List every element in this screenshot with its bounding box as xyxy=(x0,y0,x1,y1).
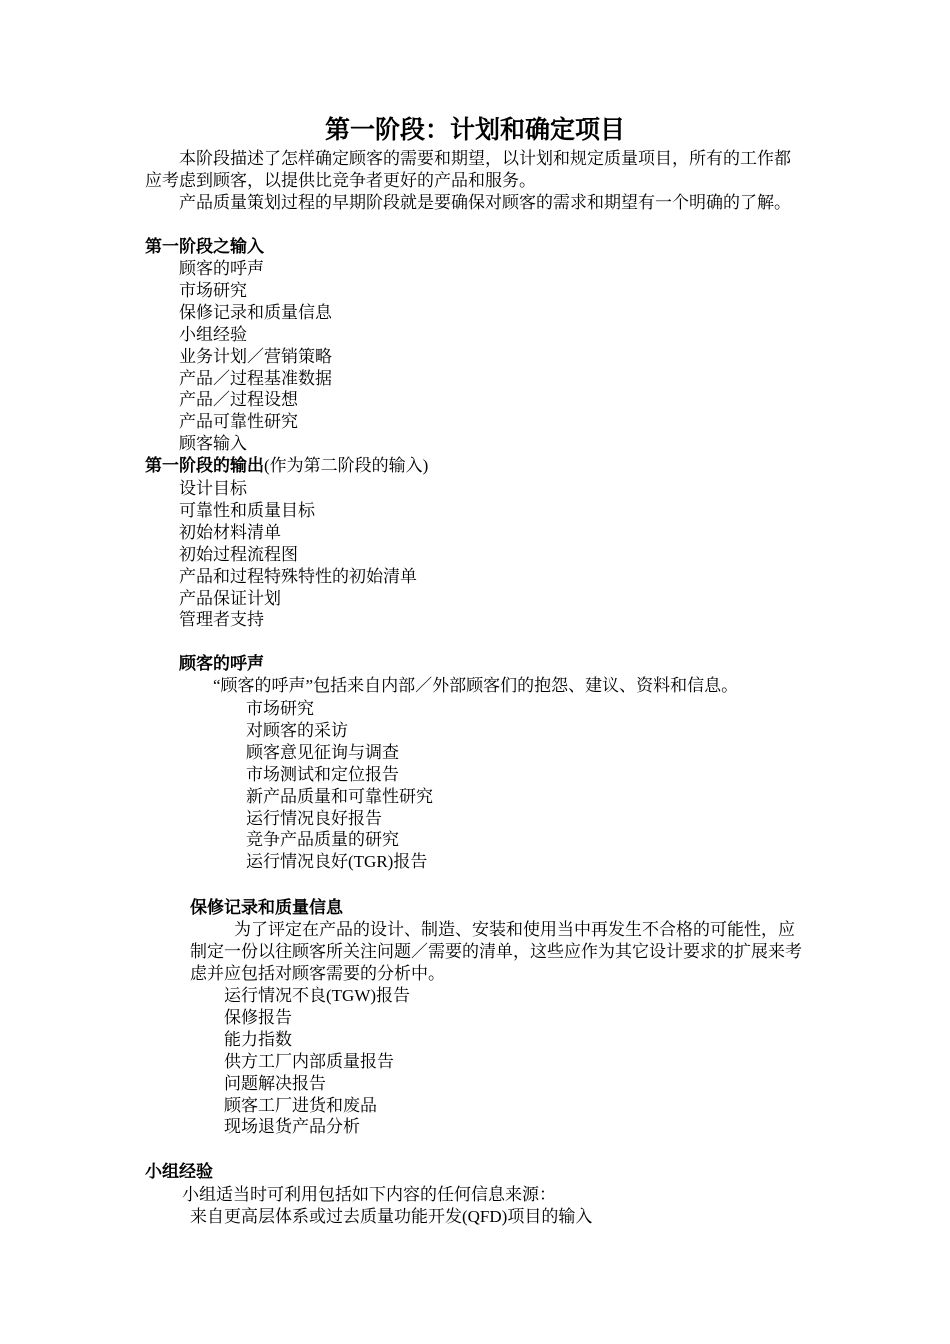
list-item: 保修报告 xyxy=(224,1007,292,1027)
list-item: 管理者支持 xyxy=(179,610,264,630)
list-item: 顾客的呼声 xyxy=(179,259,264,278)
list-item: 市场研究 xyxy=(179,280,247,300)
list-item: 小组经验 xyxy=(179,324,247,344)
inputs-list xyxy=(179,258,332,455)
warranty-description: 为了评定在产品的设计、制造、安装和使用当中再发生不合格的可能性，应制定一份以往顾客所关注问题／需要的清单，这些应作为其它设计要求的扩展来考虑并应包括对顾客需要的分析中。 xyxy=(190,920,802,983)
list-item: 运行情况良好(TGR)报告 xyxy=(246,852,428,872)
list-item: 保修记录和质量信息 xyxy=(179,302,332,322)
outputs-heading xyxy=(145,455,428,477)
list-item: 供方工厂内部质量报告 xyxy=(224,1051,394,1071)
list-item: 产品／过程基准数据 xyxy=(179,368,332,388)
list-item: 初始过程流程图 xyxy=(179,544,298,564)
list-item: 产品可靠性研究 xyxy=(179,412,298,432)
list-item: 运行情况良好报告 xyxy=(246,808,382,828)
list-item: 顾客工厂进货和废品 xyxy=(224,1095,377,1115)
list-item: 顾客意见征询与调查 xyxy=(246,742,399,762)
inputs-heading: 第一阶段之输入 xyxy=(145,237,264,256)
list-item: 可靠性和质量目标 xyxy=(179,500,315,520)
list-item: 市场研究 xyxy=(246,699,314,718)
warranty-heading: 保修记录和质量信息 xyxy=(190,898,343,917)
list-item: 产品／过程设想 xyxy=(179,390,298,410)
warranty-list xyxy=(224,985,410,1138)
list-item: 能力指数 xyxy=(224,1029,292,1049)
list-item: 产品保证计划 xyxy=(179,588,281,608)
list-item: 初始材料清单 xyxy=(179,522,281,542)
page-title: 第一阶段：计划和确定项目 xyxy=(324,117,625,144)
team-experience-list xyxy=(190,1206,592,1228)
outputs-list xyxy=(179,478,417,631)
list-item: 来自更高层体系或过去质量功能开发(QFD)项目的输入 xyxy=(190,1207,593,1226)
list-item: 产品和过程特殊特性的初始清单 xyxy=(179,566,417,586)
team-experience-description: 小组适当时可利用包括如下内容的任何信息来源： xyxy=(182,1185,556,1204)
list-item: 竞争产品质量的研究 xyxy=(246,830,399,850)
intro-paragraph-1: 本阶段描述了怎样确定顾客的需要和期望，以计划和规定质量项目，所有的工作都应考虑到顾客，以提供比竞争者更好的产品和服务。 xyxy=(145,149,791,190)
list-item: 设计目标 xyxy=(179,479,247,498)
list-item: 对顾客的采访 xyxy=(246,720,348,740)
outputs-heading-note: (作为第二阶段的输入) xyxy=(264,456,429,475)
voice-of-customer-description: “顾客的呼声”包括来自内部／外部顾客们的抱怨、建议、资料和信息。 xyxy=(213,676,739,695)
voice-of-customer-list xyxy=(246,698,433,873)
list-item: 新产品质量和可靠性研究 xyxy=(246,786,433,806)
list-item: 运行情况不良(TGW)报告 xyxy=(224,986,411,1005)
intro-paragraph-2: 产品质量策划过程的早期阶段就是要确保对顾客的需求和期望有一个明确的了解。 xyxy=(179,193,791,212)
list-item: 市场测试和定位报告 xyxy=(246,764,399,784)
outputs-heading-label: 第一阶段的输出 xyxy=(145,456,264,475)
list-item: 问题解决报告 xyxy=(224,1073,326,1093)
list-item: 现场退货产品分析 xyxy=(224,1117,360,1137)
list-item: 顾客输入 xyxy=(179,434,247,454)
voice-of-customer-heading: 顾客的呼声 xyxy=(179,654,264,673)
list-item: 业务计划／营销策略 xyxy=(179,346,332,366)
team-experience-heading: 小组经验 xyxy=(145,1162,213,1181)
